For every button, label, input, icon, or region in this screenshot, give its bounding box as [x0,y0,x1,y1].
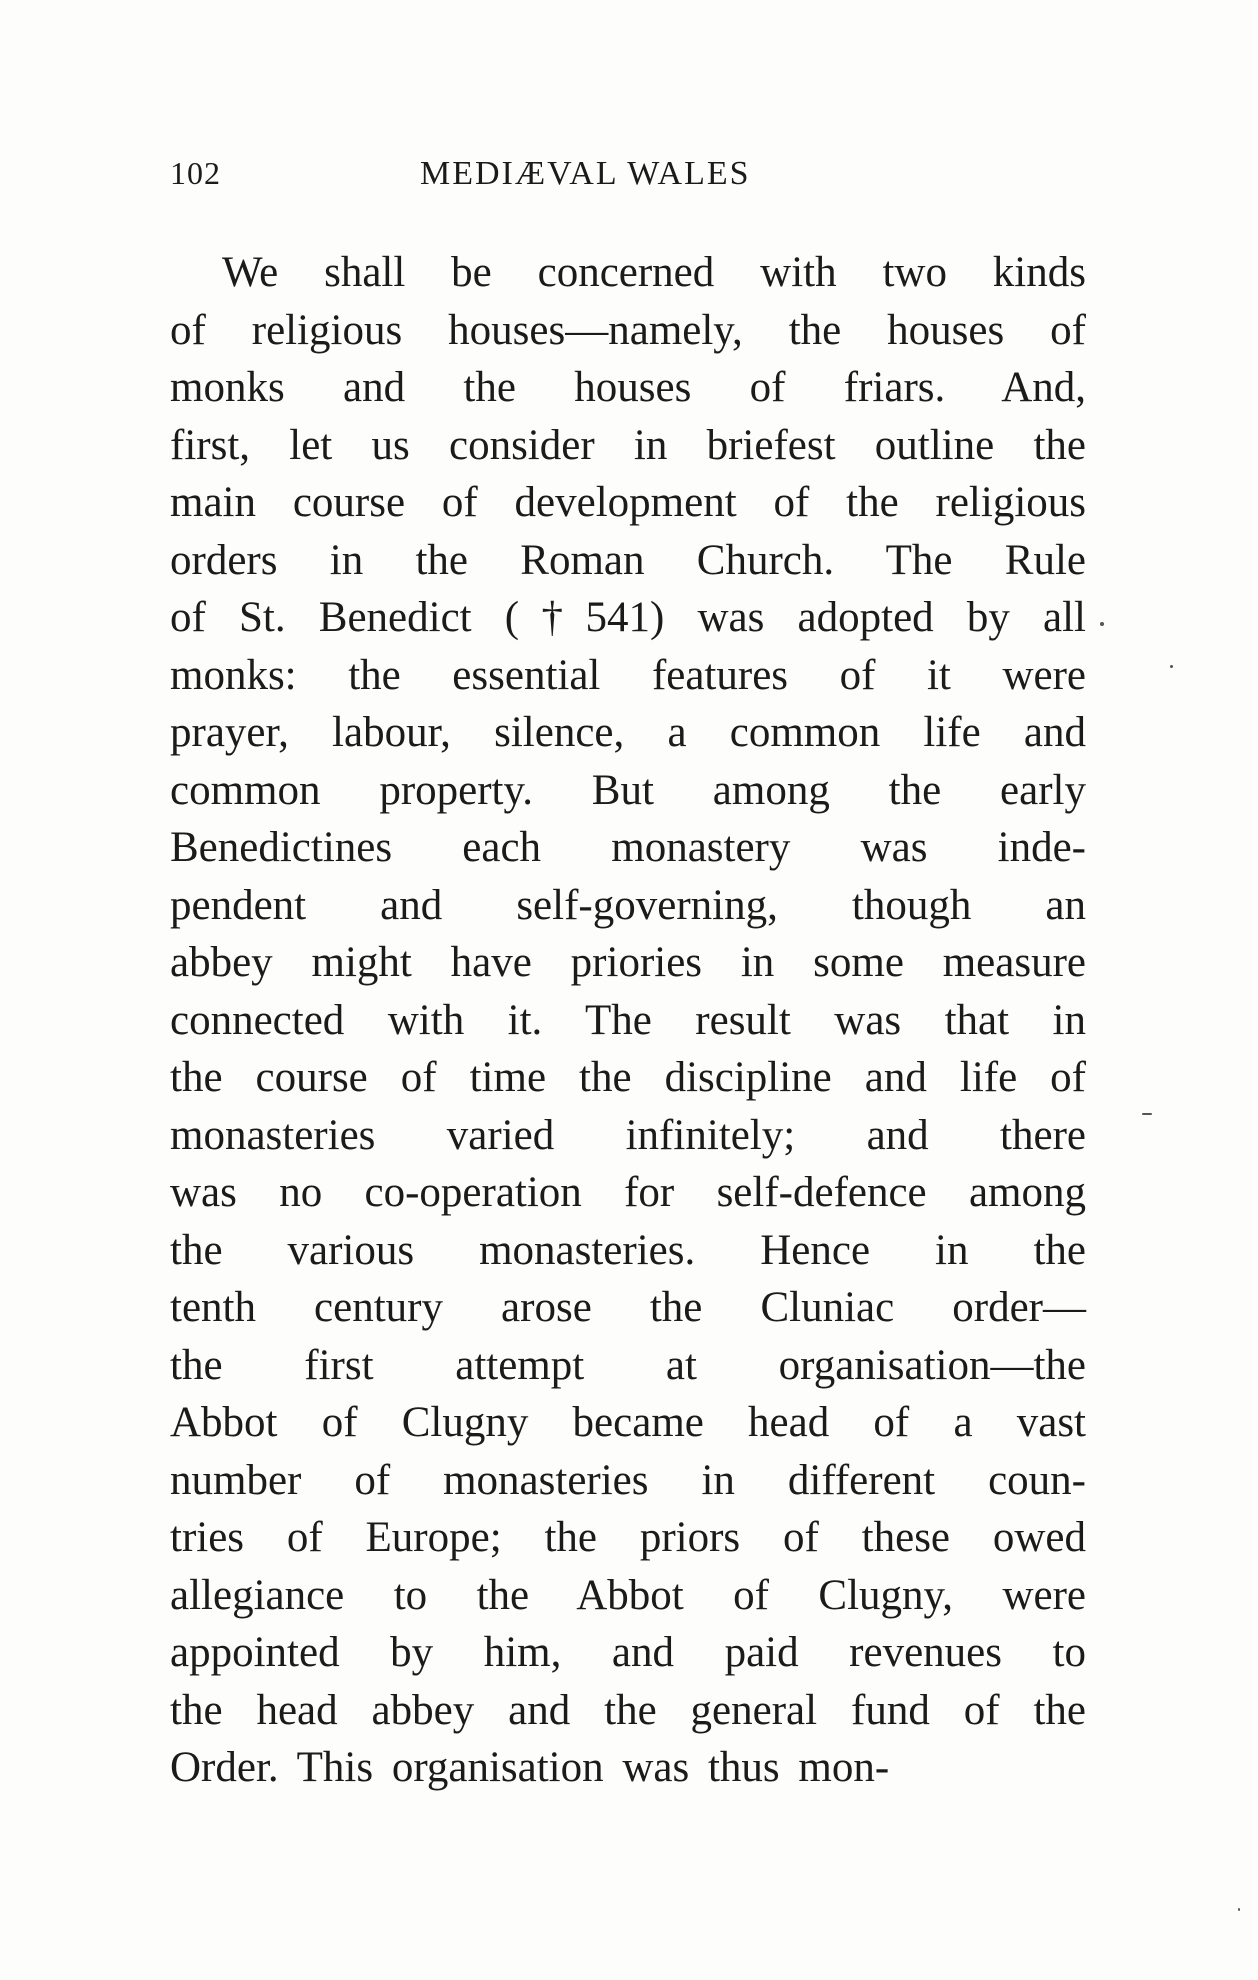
text-line: Abbot of Clugny became head of a vast [170,1399,1086,1446]
text-line: allegiance to the Abbot of Clugny, were [170,1571,1086,1619]
text-line: prayer, labour, silence, a common life and [170,709,1086,756]
text-line: abbey might have priories in some measure [170,939,1086,986]
text-line: was no co-operation for self-defence among [170,1169,1086,1216]
text-line: pendent and self-governing, though an [170,881,1086,929]
running-title: MEDIÆVAL WALES [420,155,751,192]
scan-speck [1238,1908,1240,1911]
text-line: orders in the Roman Church. The Rule [170,536,1086,584]
text-line: of St. Benedict (†541) was adopted by all [170,594,1086,641]
text-line: monks: the essential features of it were [170,651,1086,699]
text-line: common property. But among the early [170,766,1086,814]
text-line: the various monasteries. Hence in the [170,1226,1086,1274]
text-line: the head abbey and the general fund of the [170,1686,1086,1734]
page-number: 102 [170,155,221,191]
text-line: number of monasteries in different coun- [170,1456,1086,1504]
text-line: Benedictines each monastery was inde- [170,824,1086,871]
scan-speck [1100,622,1104,626]
text-line: tenth century arose the Cluniac order— [170,1284,1086,1331]
text-line: of religious houses—namely, the houses of [170,306,1086,354]
page-header [170,155,1086,205]
text-line: appointed by him, and paid revenues to [170,1629,1086,1676]
text-line: monks and the houses of friars. And, [170,364,1086,411]
text-line: the first attempt at organisation—the [170,1341,1086,1389]
text-line: main course of development of the religious [170,479,1086,526]
text-line: Order. This organisation was thus mon- [170,1744,890,1791]
text-line: monasteries varied infinitely; and there [170,1111,1086,1159]
scan-speck [1170,665,1173,668]
text-line: tries of Europe; the priors of these owed [170,1514,1086,1561]
body-paragraph [170,244,1086,1797]
scan-speck [1142,1113,1152,1115]
text-line: first, let us consider in briefest outline the [170,421,1086,469]
text-line: connected with it. The result was that in [170,996,1086,1044]
text-line: We shall be concerned with two kinds [222,249,1086,296]
text-line: the course of time the discipline and life of [170,1054,1086,1101]
